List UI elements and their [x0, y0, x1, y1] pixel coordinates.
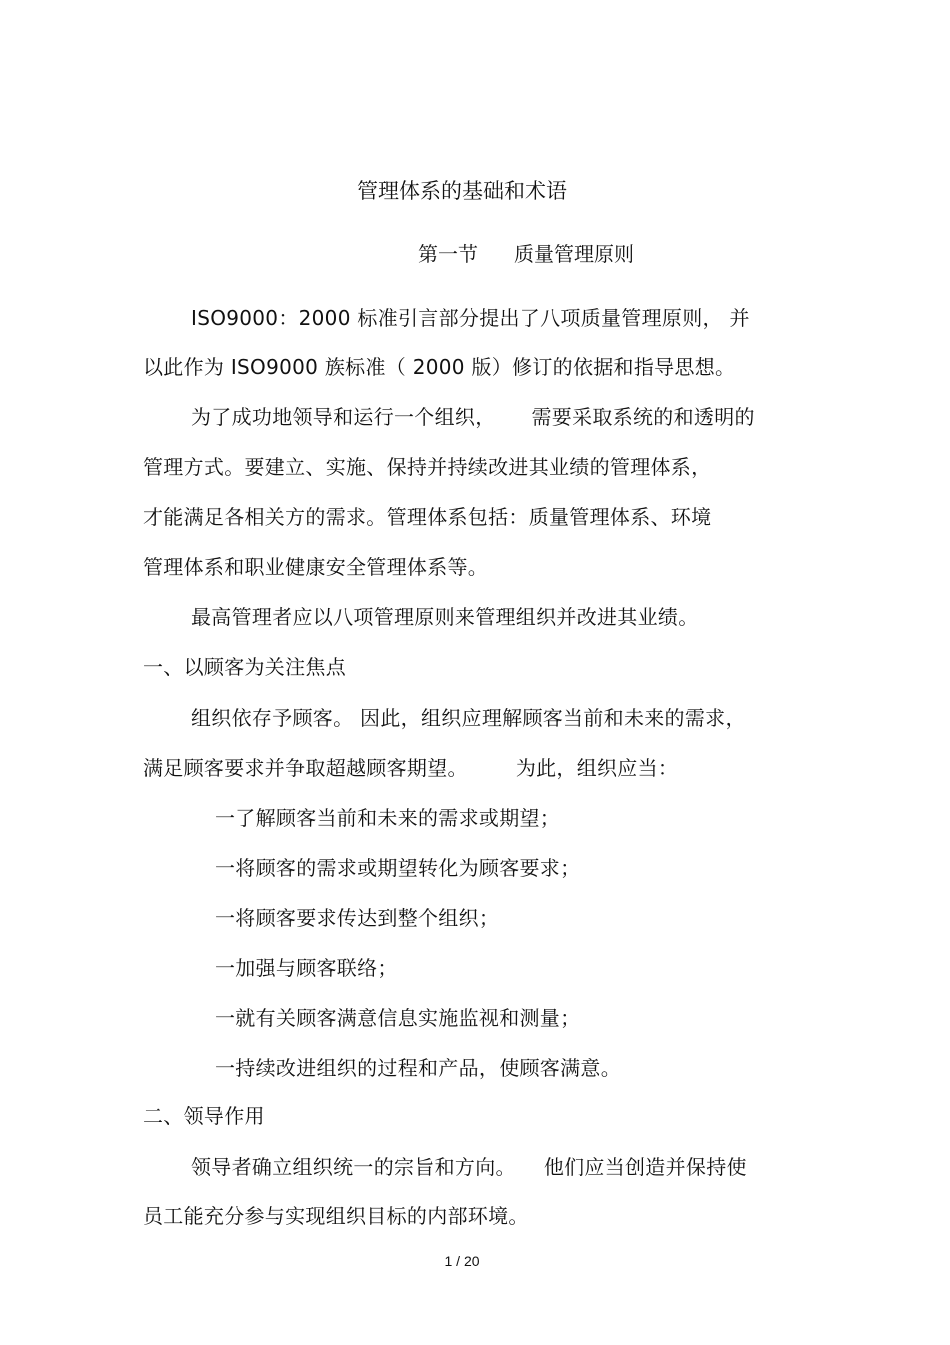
paragraph-line: 以此作为 ISO9000 族标准（ 2000 版）修订的依据和指导思想。	[143, 355, 736, 379]
paragraph-fragment: 需要采取系统的和透明的	[531, 405, 755, 429]
list-item: 一就有关顾客满意信息实施监视和测量；	[215, 1006, 581, 1030]
list-item: 一持续改进组织的过程和产品，使顾客满意。	[215, 1056, 621, 1080]
paragraph-fragment: 满足顾客要求并争取超越顾客期望。	[143, 756, 468, 780]
section-heading	[418, 239, 634, 269]
paragraph-line: 管理方式。要建立、实施、保持并持续改进其业绩的管理体系，	[143, 455, 712, 479]
list-item: 一将顾客的需求或期望转化为顾客要求；	[215, 856, 581, 880]
paragraph-fragment: 他们应当创造并保持使	[543, 1155, 747, 1179]
paragraph-line: 最高管理者应以八项管理原则来管理组织并改进其业绩。	[191, 605, 699, 629]
page-number: 1 / 20	[444, 1253, 480, 1269]
paragraph-line	[191, 403, 755, 431]
paragraph-fragment: 为此，组织应当：	[515, 756, 679, 780]
paragraph-fragment: 为了成功地领导和运行一个组织，	[191, 405, 496, 429]
paragraph-line: ISO9000：2000 标准引言部分提出了八项质量管理原则， 并	[191, 306, 750, 330]
list-item: 一将顾客要求传达到整个组织；	[215, 906, 500, 930]
paragraph-line: 才能满足各相关方的需求。管理体系包括：质量管理体系、环境	[143, 505, 712, 529]
section-number: 第一节	[418, 242, 478, 266]
paragraph-line	[143, 754, 678, 782]
section-name: 质量管理原则	[514, 242, 634, 266]
list-item: 一加强与顾客联络；	[215, 956, 398, 980]
paragraph-fragment: 领导者确立组织统一的宗旨和方向。	[191, 1155, 516, 1179]
paragraph-line: 组织依存予顾客。 因此，组织应理解顾客当前和未来的需求，	[191, 706, 746, 730]
paragraph-line	[191, 1153, 747, 1181]
paragraph-line: 管理体系和职业健康安全管理体系等。	[143, 555, 489, 579]
document-title: 管理体系的基础和术语	[357, 179, 567, 203]
subsection-heading: 一、以顾客为关注焦点	[143, 655, 346, 679]
paragraph-line: 员工能充分参与实现组织目标的内部环境。	[143, 1204, 529, 1228]
subsection-heading: 二、领导作用	[143, 1104, 265, 1128]
list-item: 一了解顾客当前和未来的需求或期望；	[215, 806, 561, 830]
